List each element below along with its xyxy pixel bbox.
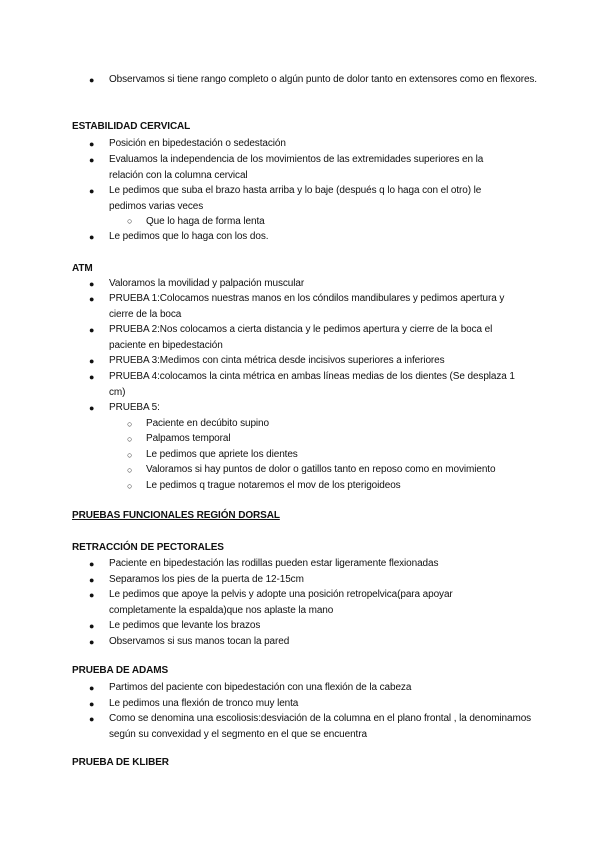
bullet-icon: ●: [89, 139, 95, 149]
sub-bullet-icon: ○: [127, 450, 133, 460]
sub-bullet-icon: ○: [127, 434, 133, 444]
list-item: Valoramos si hay puntos de dolor o gatillos tanto en reposo como en movimiento: [146, 464, 496, 475]
list-item: Evaluamos la independencia de los movimientos de las extremidades superiores en la relación con la columna cervical: [109, 154, 484, 181]
list-item: Que lo haga de forma lenta: [146, 216, 265, 227]
bullet-icon: ●: [89, 590, 95, 600]
bullet-icon: ●: [89, 325, 95, 335]
sub-bullet-icon: ○: [127, 481, 133, 491]
list-item: PRUEBA 2:Nos colocamos a cierta distancia y le pedimos apertura y cierre de la boca el paciente en bipedestación: [109, 324, 493, 351]
section-heading-retraccion-pectorales: RETRACCIÓN DE PECTORALES: [72, 542, 224, 553]
list-item: PRUEBA 4:colocamos la cinta métrica en ambas líneas medias de los dientes (Se desplaza 1 cm): [109, 371, 515, 398]
section-heading-pruebas-funcionales: PRUEBAS FUNCIONALES REGIÓN DORSAL: [72, 510, 280, 521]
sub-bullet-icon: ○: [127, 216, 133, 226]
bullet-icon: ●: [89, 403, 95, 413]
list-item: Observamos si tiene rango completo o algún punto de dolor tanto en extensores como en flexores.: [109, 74, 537, 85]
list-item: Le pedimos q trague notaremos el mov de los pterigoideos: [146, 480, 401, 491]
section-heading-prueba-kliber: PRUEBA DE KLIBER: [72, 757, 169, 768]
list-item: Le pedimos que apoye la pelvis y adopte una posición retropelvica(para apoyar completamente la espalda)que nos aplaste la mano: [109, 589, 453, 616]
section-heading-atm: ATM: [72, 263, 93, 274]
list-item: Le pedimos que apriete los dientes: [146, 449, 298, 460]
list-item: Palpamos temporal: [146, 433, 231, 444]
list-item: Le pedimos que levante los brazos: [109, 620, 261, 631]
list-item: Posición en bipedestación o sedestación: [109, 138, 286, 149]
bullet-icon: ●: [89, 575, 95, 585]
section-heading-estabilidad-cervical: ESTABILIDAD CERVICAL: [72, 121, 191, 132]
bullet-icon: ●: [89, 279, 95, 289]
bullet-icon: ●: [89, 232, 95, 242]
bullet-icon: ●: [89, 637, 95, 647]
list-item: Le pedimos una flexión de tronco muy lenta: [109, 698, 299, 709]
bullet-icon: ●: [89, 294, 95, 304]
bullet-icon: ●: [89, 75, 95, 85]
bullet-icon: ●: [89, 186, 95, 196]
list-item: Partimos del paciente con bipedestación con una flexión de la cabeza: [109, 682, 412, 693]
list-item: Le pedimos que lo haga con los dos.: [109, 231, 269, 242]
bullet-icon: ●: [89, 683, 95, 693]
bullet-icon: ●: [89, 699, 95, 709]
list-item: PRUEBA 1:Colocamos nuestras manos en los cóndilos mandibulares y pedimos apertura y cierre de la boca: [109, 293, 505, 320]
bullet-icon: ●: [89, 155, 95, 165]
section-heading-prueba-adams: PRUEBA DE ADAMS: [72, 665, 169, 676]
bullet-icon: ●: [89, 714, 95, 724]
list-item: Valoramos la movilidad y palpación muscular: [109, 278, 305, 289]
list-item: PRUEBA 5:: [109, 402, 160, 413]
bullet-icon: ●: [89, 356, 95, 366]
list-item: Como se denomina una escoliosis:desviación de la columna en el plano frontal , la denominamos según su convexidad y el segmento en el que se encuentra: [109, 713, 532, 740]
bullet-icon: ●: [89, 559, 95, 569]
bullet-icon: ●: [89, 621, 95, 631]
list-item: Separamos los pies de la puerta de 12-15cm: [109, 574, 304, 585]
list-item: Paciente en bipedestación las rodillas pueden estar ligeramente flexionadas: [109, 558, 439, 569]
bullet-icon: ●: [89, 372, 95, 382]
sub-bullet-icon: ○: [127, 465, 133, 475]
list-item: Paciente en decúbito supino: [146, 418, 269, 429]
list-item: Observamos si sus manos tocan la pared: [109, 636, 290, 647]
sub-bullet-icon: ○: [127, 419, 133, 429]
list-item: Le pedimos que suba el brazo hasta arriba y lo baje (después q lo haga con el otro) le pedimos varias veces: [109, 185, 482, 212]
list-item: PRUEBA 3:Medimos con cinta métrica desde incisivos superiores a inferiores: [109, 355, 445, 366]
